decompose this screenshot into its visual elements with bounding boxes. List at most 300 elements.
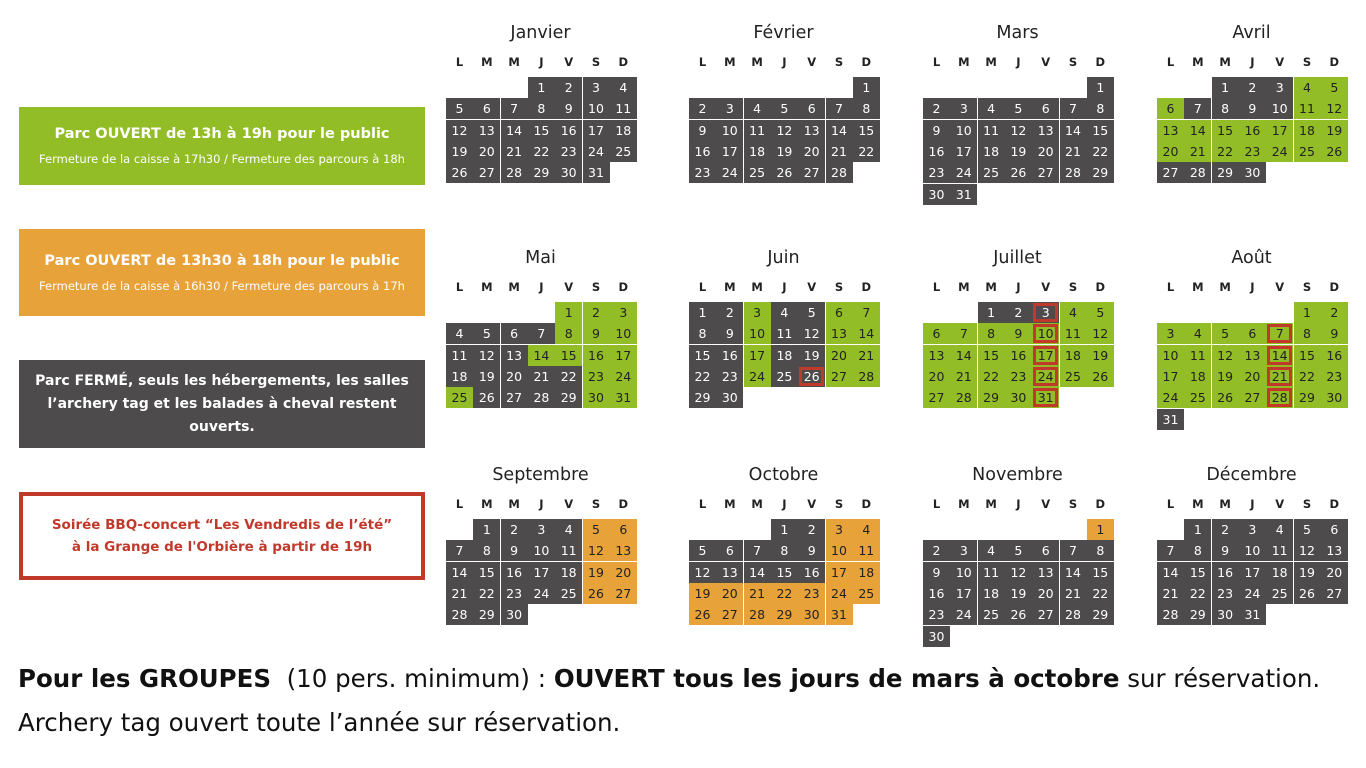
- day-cell: 7: [950, 323, 977, 344]
- day-cell: 29: [689, 387, 716, 408]
- day-cell: 16: [689, 141, 716, 162]
- day-cell: 25: [1184, 387, 1211, 408]
- day-cell: 23: [798, 583, 825, 604]
- day-cell: 4: [853, 519, 880, 540]
- day-cell: 13: [473, 120, 500, 141]
- day-cell: 26: [771, 162, 798, 183]
- day-cell: 23: [716, 366, 743, 387]
- day-cell: 14: [1060, 120, 1087, 141]
- weekday-header: V: [807, 497, 817, 511]
- day-cell: 27: [716, 604, 743, 625]
- day-cell: 5: [1005, 98, 1032, 119]
- day-cell: 28: [501, 162, 528, 183]
- day-cell: 10: [950, 120, 977, 141]
- day-cell: 9: [501, 540, 528, 561]
- day-cell: 18: [1060, 345, 1087, 366]
- day-cell: 24: [744, 366, 771, 387]
- day-cell: 8: [528, 98, 555, 119]
- day-cell: 22: [1294, 366, 1321, 387]
- day-cell: 3: [826, 519, 853, 540]
- day-cell: 14: [853, 323, 880, 344]
- day-cell: 24: [1239, 583, 1266, 604]
- legend-bbq-line1: Soirée BBQ-concert “Les Vendredis de l’été”: [51, 517, 393, 533]
- day-cell: 20: [1239, 366, 1266, 387]
- day-cell: 6: [798, 98, 825, 119]
- weekday-header: D: [1095, 55, 1106, 69]
- weekday-header: V: [807, 55, 817, 69]
- day-cell: 25: [771, 366, 798, 387]
- weekday-header: D: [618, 280, 629, 294]
- day-cell: 17: [826, 562, 853, 583]
- day-cell: 28: [446, 604, 473, 625]
- day-cell: 2: [501, 519, 528, 540]
- day-cell: 1: [473, 519, 500, 540]
- day-cell: 19: [1087, 345, 1114, 366]
- day-cell: 17: [744, 345, 771, 366]
- day-cell: 6: [473, 98, 500, 119]
- day-cell: 19: [1005, 141, 1032, 162]
- day-cell: 21: [950, 366, 977, 387]
- day-cell: 15: [1184, 562, 1211, 583]
- month-name: Août: [1231, 248, 1272, 268]
- day-cell: 22: [528, 141, 555, 162]
- month-name: Février: [753, 23, 814, 43]
- day-cell: 28: [826, 162, 853, 183]
- day-cell: 6: [1321, 519, 1348, 540]
- day-cell: 25: [446, 387, 473, 408]
- day-cell: 4: [555, 519, 582, 540]
- legend-bbq-line2: à la Grange de l'Orbière à partir de 19h: [71, 539, 373, 555]
- day-cell: 27: [1157, 162, 1184, 183]
- day-cell: 21: [1266, 366, 1293, 387]
- day-cell: 12: [798, 323, 825, 344]
- day-cell: 16: [798, 562, 825, 583]
- legend-open-13-19-subtitle: Fermeture de la caisse à 17h30 / Fermeture des parcours à 18h: [39, 152, 405, 166]
- day-cell: 8: [555, 323, 582, 344]
- day-cell: 24: [1157, 387, 1184, 408]
- weekday-header: M: [481, 497, 493, 511]
- day-cell: 17: [1032, 345, 1059, 366]
- day-cell: 17: [950, 141, 977, 162]
- day-cell: 9: [1239, 98, 1266, 119]
- day-cell: 8: [771, 540, 798, 561]
- day-cell: 17: [1266, 120, 1293, 141]
- day-cell: 4: [771, 302, 798, 323]
- day-cell: 19: [583, 562, 610, 583]
- day-cell: 17: [1157, 366, 1184, 387]
- day-cell: 28: [1266, 387, 1293, 408]
- day-cell: 21: [1060, 141, 1087, 162]
- weekday-header: V: [564, 280, 574, 294]
- day-cell: 30: [923, 626, 950, 647]
- weekday-header: L: [698, 280, 707, 294]
- weekday-header: D: [1329, 497, 1340, 511]
- legend-open-1330-18-subtitle: Fermeture de la caisse à 16h30 / Fermeture des parcours à 17h: [39, 278, 405, 293]
- day-cell: 19: [1212, 366, 1239, 387]
- day-cell: 13: [798, 120, 825, 141]
- weekday-header: V: [1275, 280, 1285, 294]
- day-cell: 13: [923, 345, 950, 366]
- day-cell: 19: [473, 366, 500, 387]
- day-cell: 4: [1294, 77, 1321, 98]
- day-cell: 22: [1087, 583, 1114, 604]
- weekday-header: M: [985, 55, 997, 69]
- legend-open-13-19-title: Parc OUVERT de 13h à 19h pour le public: [54, 126, 390, 142]
- weekday-header: D: [618, 55, 629, 69]
- day-cell: 21: [446, 583, 473, 604]
- day-cell: 14: [950, 345, 977, 366]
- day-cell: 2: [923, 540, 950, 561]
- day-cell: 17: [610, 345, 637, 366]
- day-cell: 30: [1212, 604, 1239, 625]
- day-cell: 15: [555, 345, 582, 366]
- weekday-header: M: [958, 497, 970, 511]
- weekday-header: J: [782, 280, 787, 294]
- weekday-header: M: [1219, 280, 1231, 294]
- day-cell: 29: [1087, 162, 1114, 183]
- day-cell: 15: [1087, 562, 1114, 583]
- day-cell: 28: [853, 366, 880, 387]
- day-cell: 5: [689, 540, 716, 561]
- weekday-header: J: [1250, 55, 1255, 69]
- day-cell: 1: [1087, 77, 1114, 98]
- day-cell: 23: [583, 366, 610, 387]
- day-cell: 4: [978, 98, 1005, 119]
- weekday-header: M: [1192, 280, 1204, 294]
- legend-open-1330-18: [19, 229, 425, 316]
- day-cell: 30: [798, 604, 825, 625]
- day-cell: 10: [610, 323, 637, 344]
- day-cell: 16: [501, 562, 528, 583]
- day-cell: 25: [1060, 366, 1087, 387]
- day-cell: 8: [1294, 323, 1321, 344]
- legend-open-1330-18-title: Parc OUVERT de 13h30 à 18h pour le public: [44, 252, 400, 269]
- day-cell: 12: [1005, 562, 1032, 583]
- weekday-header: M: [724, 280, 736, 294]
- day-cell: 3: [610, 302, 637, 323]
- groups-reservation: sur réservation.: [1119, 664, 1321, 693]
- day-cell: 1: [853, 77, 880, 98]
- day-cell: 24: [716, 162, 743, 183]
- day-cell: 17: [716, 141, 743, 162]
- day-cell: 15: [1087, 120, 1114, 141]
- weekday-header: J: [539, 55, 544, 69]
- day-cell: 29: [555, 387, 582, 408]
- day-cell: 2: [583, 302, 610, 323]
- day-cell: 19: [446, 141, 473, 162]
- day-cell: 1: [1184, 519, 1211, 540]
- day-cell: 24: [1032, 366, 1059, 387]
- day-cell: 11: [1266, 540, 1293, 561]
- day-cell: 28: [1157, 604, 1184, 625]
- day-cell: 16: [923, 141, 950, 162]
- day-cell: 23: [689, 162, 716, 183]
- day-cell: 18: [978, 583, 1005, 604]
- day-cell: 2: [1321, 302, 1348, 323]
- day-cell: 12: [689, 562, 716, 583]
- day-cell: 11: [555, 540, 582, 561]
- day-cell: 29: [771, 604, 798, 625]
- day-cell: 11: [446, 345, 473, 366]
- groups-open-period: OUVERT tous les jours de mars à octobre: [553, 664, 1120, 693]
- month-name: Novembre: [972, 465, 1063, 485]
- day-cell: 22: [555, 366, 582, 387]
- day-cell: 4: [978, 540, 1005, 561]
- day-cell: 29: [528, 162, 555, 183]
- day-cell: 31: [1032, 387, 1059, 408]
- day-cell: 13: [716, 562, 743, 583]
- day-cell: 2: [689, 98, 716, 119]
- day-cell: 31: [583, 162, 610, 183]
- day-cell: 31: [610, 387, 637, 408]
- day-cell: 10: [1157, 345, 1184, 366]
- day-cell: 17: [1239, 562, 1266, 583]
- weekday-header: M: [751, 55, 763, 69]
- day-cell: 5: [446, 98, 473, 119]
- weekday-header: J: [782, 497, 787, 511]
- day-cell: 18: [744, 141, 771, 162]
- day-cell: 3: [744, 302, 771, 323]
- day-cell: 12: [1087, 323, 1114, 344]
- day-cell: 16: [555, 120, 582, 141]
- weekday-header: L: [932, 497, 941, 511]
- weekday-header: M: [724, 497, 736, 511]
- day-cell: 4: [1060, 302, 1087, 323]
- weekday-header: S: [1302, 497, 1312, 511]
- day-cell: 14: [1060, 562, 1087, 583]
- day-cell: 21: [826, 141, 853, 162]
- day-cell: 29: [1184, 604, 1211, 625]
- day-cell: 7: [501, 98, 528, 119]
- day-cell: 23: [923, 162, 950, 183]
- weekday-header: J: [1016, 497, 1021, 511]
- day-cell: 9: [1212, 540, 1239, 561]
- day-cell: 23: [501, 583, 528, 604]
- day-cell: 13: [1157, 120, 1184, 141]
- day-cell: 4: [744, 98, 771, 119]
- day-cell: 12: [1212, 345, 1239, 366]
- day-cell: 4: [446, 323, 473, 344]
- day-cell: 26: [1087, 366, 1114, 387]
- day-cell: 30: [583, 387, 610, 408]
- day-cell: 30: [501, 604, 528, 625]
- day-cell: 3: [1032, 302, 1059, 323]
- day-cell: 22: [771, 583, 798, 604]
- weekday-header: M: [1192, 55, 1204, 69]
- legend-closed-line2: l’archery tag et les balades à cheval restent ouverts.: [47, 395, 397, 435]
- day-cell: 23: [555, 141, 582, 162]
- day-cell: 29: [978, 387, 1005, 408]
- day-cell: 14: [1266, 345, 1293, 366]
- day-cell: 15: [1212, 120, 1239, 141]
- day-cell: 22: [689, 366, 716, 387]
- day-cell: 11: [1184, 345, 1211, 366]
- day-cell: 3: [950, 98, 977, 119]
- day-cell: 13: [501, 345, 528, 366]
- day-cell: 16: [1005, 345, 1032, 366]
- day-cell: 5: [1005, 540, 1032, 561]
- archery-tag-info: Archery tag ouvert toute l’année sur réservation.: [18, 708, 621, 737]
- day-cell: 10: [1266, 98, 1293, 119]
- weekday-header: J: [539, 280, 544, 294]
- day-cell: 12: [473, 345, 500, 366]
- day-cell: 30: [923, 184, 950, 205]
- day-cell: 25: [1266, 583, 1293, 604]
- day-cell: 12: [771, 120, 798, 141]
- day-cell: 18: [446, 366, 473, 387]
- day-cell: 21: [853, 345, 880, 366]
- day-cell: 20: [501, 366, 528, 387]
- day-cell: 14: [446, 562, 473, 583]
- day-cell: 12: [1005, 120, 1032, 141]
- day-cell: 10: [826, 540, 853, 561]
- legend-bbq: [19, 492, 425, 580]
- day-cell: 31: [1239, 604, 1266, 625]
- day-cell: 6: [1032, 540, 1059, 561]
- day-cell: 7: [1060, 98, 1087, 119]
- day-cell: 28: [1060, 162, 1087, 183]
- day-cell: 8: [473, 540, 500, 561]
- day-cell: 24: [826, 583, 853, 604]
- weekday-header: M: [751, 280, 763, 294]
- weekday-header: J: [782, 55, 787, 69]
- day-cell: 13: [1032, 120, 1059, 141]
- day-cell: 13: [1239, 345, 1266, 366]
- day-cell: 2: [798, 519, 825, 540]
- day-cell: 20: [798, 141, 825, 162]
- weekday-header: M: [508, 280, 520, 294]
- day-cell: 20: [716, 583, 743, 604]
- day-cell: 18: [555, 562, 582, 583]
- weekday-header: S: [1068, 280, 1078, 294]
- day-cell: 26: [1321, 141, 1348, 162]
- day-cell: 13: [1032, 562, 1059, 583]
- day-cell: 14: [528, 345, 555, 366]
- day-cell: 2: [923, 98, 950, 119]
- weekday-header: M: [1219, 497, 1231, 511]
- month-name: Juin: [767, 248, 800, 268]
- weekday-header: S: [834, 497, 844, 511]
- day-cell: 7: [1184, 98, 1211, 119]
- day-cell: 14: [1184, 120, 1211, 141]
- day-cell: 3: [1266, 77, 1293, 98]
- weekday-header: V: [1041, 280, 1051, 294]
- day-cell: 26: [1005, 604, 1032, 625]
- day-cell: 16: [716, 345, 743, 366]
- day-cell: 24: [610, 366, 637, 387]
- day-cell: 14: [1157, 562, 1184, 583]
- day-cell: 7: [853, 302, 880, 323]
- day-cell: 26: [689, 604, 716, 625]
- day-cell: 22: [473, 583, 500, 604]
- day-cell: 9: [716, 323, 743, 344]
- day-cell: 6: [716, 540, 743, 561]
- day-cell: 1: [1294, 302, 1321, 323]
- day-cell: 1: [978, 302, 1005, 323]
- day-cell: 2: [716, 302, 743, 323]
- day-cell: 8: [978, 323, 1005, 344]
- day-cell: 19: [689, 583, 716, 604]
- day-cell: 10: [583, 98, 610, 119]
- weekday-header: V: [1041, 55, 1051, 69]
- day-cell: 11: [978, 120, 1005, 141]
- day-cell: 25: [1294, 141, 1321, 162]
- day-cell: 9: [689, 120, 716, 141]
- day-cell: 26: [798, 366, 825, 387]
- day-cell: 18: [853, 562, 880, 583]
- day-cell: 20: [610, 562, 637, 583]
- day-cell: 23: [1321, 366, 1348, 387]
- day-cell: 21: [1184, 141, 1211, 162]
- weekday-header: J: [1250, 497, 1255, 511]
- weekday-header: L: [698, 55, 707, 69]
- day-cell: 16: [923, 583, 950, 604]
- day-cell: 5: [798, 302, 825, 323]
- day-cell: 9: [923, 562, 950, 583]
- day-cell: 6: [1157, 98, 1184, 119]
- day-cell: 2: [1212, 519, 1239, 540]
- day-cell: 7: [528, 323, 555, 344]
- day-cell: 3: [716, 98, 743, 119]
- day-cell: 21: [744, 583, 771, 604]
- day-cell: 26: [1005, 162, 1032, 183]
- day-cell: 11: [853, 540, 880, 561]
- day-cell: 15: [1294, 345, 1321, 366]
- day-cell: 18: [610, 120, 637, 141]
- month-name: Mai: [525, 248, 556, 268]
- day-cell: 1: [528, 77, 555, 98]
- day-cell: 31: [1157, 409, 1184, 430]
- day-cell: 3: [1157, 323, 1184, 344]
- day-cell: 6: [610, 519, 637, 540]
- day-cell: 7: [826, 98, 853, 119]
- day-cell: 26: [473, 387, 500, 408]
- weekday-header: M: [985, 497, 997, 511]
- day-cell: 18: [1266, 562, 1293, 583]
- day-cell: 7: [1266, 323, 1293, 344]
- day-cell: 5: [1321, 77, 1348, 98]
- day-cell: 17: [950, 583, 977, 604]
- day-cell: 15: [473, 562, 500, 583]
- day-cell: 8: [1087, 540, 1114, 561]
- day-cell: 27: [923, 387, 950, 408]
- day-cell: 23: [1005, 366, 1032, 387]
- day-cell: 28: [1184, 162, 1211, 183]
- weekday-header: M: [724, 55, 736, 69]
- day-cell: 25: [610, 141, 637, 162]
- day-cell: 11: [771, 323, 798, 344]
- day-cell: 16: [1239, 120, 1266, 141]
- month-name: Avril: [1232, 23, 1271, 43]
- day-cell: 1: [555, 302, 582, 323]
- day-cell: 27: [1239, 387, 1266, 408]
- day-cell: 21: [501, 141, 528, 162]
- weekday-header: D: [1329, 55, 1340, 69]
- day-cell: 3: [583, 77, 610, 98]
- day-cell: 17: [528, 562, 555, 583]
- day-cell: 22: [1212, 141, 1239, 162]
- day-cell: 5: [583, 519, 610, 540]
- day-cell: 14: [826, 120, 853, 141]
- day-cell: 25: [978, 162, 1005, 183]
- day-cell: 2: [555, 77, 582, 98]
- weekday-header: L: [698, 497, 707, 511]
- day-cell: 5: [1212, 323, 1239, 344]
- day-cell: 8: [1184, 540, 1211, 561]
- weekday-header: L: [932, 55, 941, 69]
- day-cell: 16: [1321, 345, 1348, 366]
- weekday-header: M: [481, 55, 493, 69]
